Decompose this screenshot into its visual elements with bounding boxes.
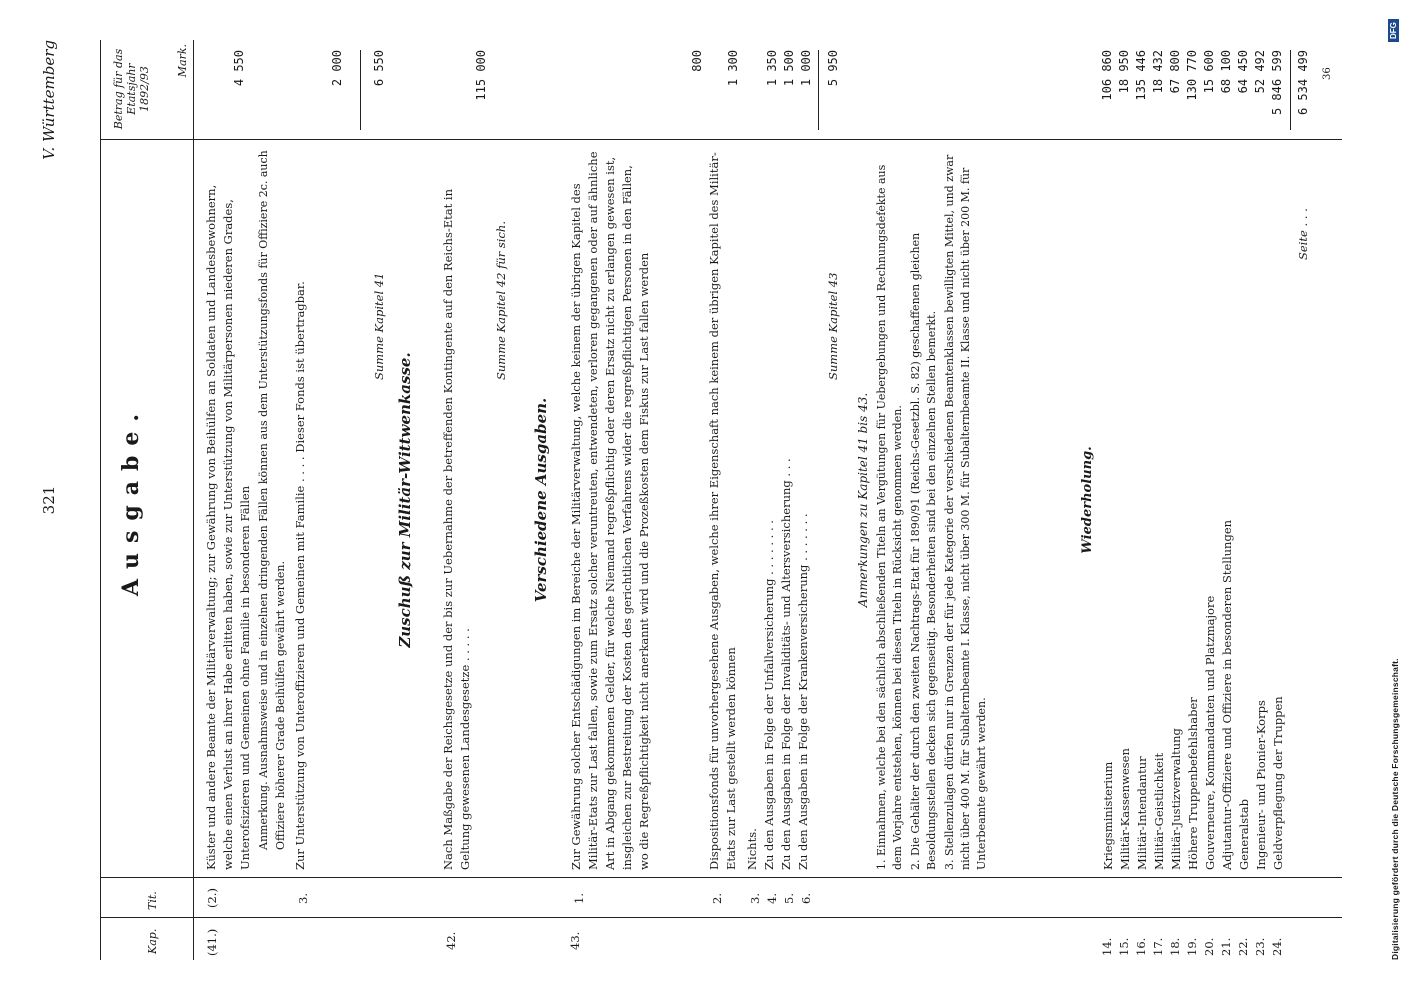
recap-heading: Wiederholung.	[1080, 446, 1095, 554]
recap-row-number: 15.	[1117, 937, 1131, 956]
recap-row-label: Militär-Geistlichkeit	[1152, 752, 1166, 870]
col-kap: Kap.	[146, 928, 159, 954]
carry-marker: 36	[1322, 67, 1333, 80]
recap-row-number: 16.	[1134, 937, 1148, 956]
recap-total-label: Seite . . .	[1296, 208, 1310, 260]
kap41-t2-text: Küster und andere Beamte der Militärverwaltung; zur Gewährung von Beihülfen an Soldaten und Landesbewohnern, welche einen Verlust an ihrer Habe erlitten haben, sowie zur Unterstützung von Militärpersonen niederen Grades, Unterofsizieren und Gemeinen ohne Familie in besonderen Fällen	[204, 184, 252, 870]
kap43-item-number: 6.	[799, 893, 813, 904]
kap41-t2-amount: 4 550	[232, 50, 246, 87]
recap-row-amount: 130 770	[1185, 50, 1199, 101]
kap41-t3-amount: 2 000	[330, 50, 344, 87]
kap43-item-text: Zu den Ausgaben in Folge der Unfallversicherung . . . . . . . .	[762, 520, 776, 870]
recap-row-number: 17.	[1151, 937, 1165, 956]
kap43-item-number: 1.	[572, 893, 586, 904]
kap42-number: 42.	[444, 931, 458, 950]
recap-row-label: Militär-Intendantur	[1135, 756, 1149, 870]
recap-row-amount: 5 846 599	[1270, 50, 1284, 116]
kap41-sum-rule	[360, 50, 361, 130]
recap-row-label: Ingenieur- und Pionier-Korps	[1254, 700, 1268, 870]
recap-row-amount: 67 800	[1168, 50, 1182, 94]
kap41-t3-number: 3.	[296, 893, 310, 904]
recap-row-amount: 64 450	[1236, 50, 1250, 94]
recap-row-number: 20.	[1202, 937, 1216, 956]
table-top-rule	[100, 40, 101, 960]
kap43-item-text: Dispositionsfonds für unvorhergesehene Ausgaben, welche ihrer Eigenschaft nach keinem der übrigen Kapitel des Militär-Etats zur Last gestellt werden können	[707, 152, 738, 870]
kap43-item-amount: 1 500	[782, 50, 796, 87]
kap41-t2-number: (2.)	[205, 888, 219, 908]
kap43-sum-amount: 5 950	[826, 50, 840, 87]
note-2: 2. Die Gehälter der durch den zweiten Nachtrags-Etat für 1890/91 (Reichs-Gesetzbl. S. 82) geschaffenen gleichen Besoldungsstellen decken sich gegenseitig. Besonderheiten sind bei den einzelnen Stellen bemerkt.	[909, 232, 938, 870]
recap-row-label: Gouverneure, Kommandanten und Platzmajore	[1203, 595, 1217, 870]
kap43-item-text: Zur Gewährung solcher Entschädigungen im Bereiche der Militärverwaltung, welche keinem der übrigen Kapitel des Militär-Etats zur Last fallen, sowie zum Ersatz solcher veruntreuten, entwendeten, verloren gegangenen oder auf ähnliche Art in Abgang gekommenen Gelder, für welche Niemand regreßpflichtig oder deren Ersatz nicht zu erlangen gewesen ist, insgleichen zur Bestreitung der Kosten des gerichtlichen Verfahrens wider die regreßpflichtigen Personen in den Fällen, wo die Regreßpflichtigkeit nicht anerkannt wird und die Prozeßkosten dem Fiskus zur Last fallen werden	[569, 151, 651, 870]
kap41-number: (41.)	[205, 928, 219, 956]
recap-row-label: Adjutantur-Offiziere und Offiziere in besonderen Stellungen	[1220, 519, 1234, 870]
kap43-item-number: 5.	[782, 893, 796, 904]
kap42-text: Nach Maßgabe der Reichsgesetze und der bis zur Uebernahme der betreffenden Kontingente auf den Reichs-Etat in Geltung gewesenen Landesgesetze . . . . .	[441, 189, 472, 870]
kap43-item-number: 4.	[765, 893, 779, 904]
recap-row-number: 21.	[1219, 937, 1233, 956]
kap43-section-heading: Verschiedene Ausgaben.	[532, 397, 550, 603]
recap-row-amount: 15 600	[1202, 50, 1216, 94]
kap43-item-text: Nichts.	[745, 828, 759, 870]
kap43-sum-label: Summe Kapitel 43	[826, 272, 840, 380]
recap-row-number: 18.	[1168, 937, 1182, 956]
note-1: 1. Einnahmen, welche bei den sächlich abschließenden Titeln an Vergütungen für Uebergebungen und Rechnungsdefekte aus dem Vorjahre entstehen, können bei diesen Titeln in Rücksicht genommen werden.	[875, 164, 904, 870]
dfg-logo: DFG	[1388, 19, 1399, 42]
recap-row-amount: 106 860	[1100, 50, 1114, 101]
recap-total-amount: 6 534 499	[1296, 50, 1310, 116]
col-amount: Betrag für das Etatsjahr 1892/93	[112, 48, 151, 130]
dfg-credit: Digitalisierung gefördert durch die Deutsche Forschungsgemeinschaft.	[1390, 658, 1400, 960]
kap43-item-amount: 1 350	[765, 50, 779, 87]
kap41-sum-label: Summe Kapitel 41	[372, 272, 386, 380]
recap-total-rule	[1290, 50, 1291, 130]
recap-row-amount: 18 432	[1151, 50, 1165, 94]
recap-row-label: Militär-Justizverwaltung	[1169, 728, 1183, 870]
kap43-item-text: Zu den Ausgaben in Folge der Krankenversicherung . . . . . . .	[796, 513, 810, 870]
tit-column-rule	[100, 877, 1342, 878]
header-rule	[193, 40, 194, 960]
page-number: 321	[40, 485, 58, 515]
kap43-item-text: Zu den Ausgaben in Folge der Invaliditäts- und Altersversicherung . . .	[779, 458, 793, 870]
kap42-section-heading: Zuschuß zur Militär-Wittwenkasse.	[396, 352, 414, 648]
recap-row-number: 14.	[1100, 937, 1114, 956]
kap43-item-number: 3.	[748, 893, 762, 904]
recap-row-number: 24.	[1270, 937, 1284, 956]
col-unit: Mark.	[176, 44, 189, 78]
recap-row-label: Generalstab	[1237, 799, 1251, 870]
kap41-t3-text: Zur Unterstützung von Unteroffizieren und Gemeinen mit Familie . . . . Dieser Fonds ist übertragbar.	[293, 281, 307, 870]
recap-row-amount: 135 446	[1134, 50, 1148, 101]
kap43-item-number: 2.	[710, 893, 724, 904]
kap43-sum-rule	[818, 50, 819, 130]
recap-row-label: Kriegsministerium	[1101, 761, 1115, 870]
region-header: V. Württemberg	[40, 40, 58, 160]
recap-row-label: Militär-Kassenwesen	[1118, 748, 1132, 870]
recap-row-number: 23.	[1253, 937, 1267, 956]
recap-row-label: Geldverpflegung der Truppen	[1271, 696, 1285, 870]
recap-row-amount: 18 950	[1117, 50, 1131, 94]
kap43-item-amount: 1 300	[726, 50, 740, 87]
col-tit: Tit.	[146, 891, 159, 910]
recap-row-number: 19.	[1185, 937, 1199, 956]
recap-row-amount: 52 492	[1253, 50, 1267, 94]
amount-column-rule	[100, 139, 1342, 140]
kap42-amount: 115 000	[474, 50, 488, 101]
notes-heading: Anmerkungen zu Kapitel 41 bis 43.	[856, 392, 870, 608]
kap43-item-amount: 1 000	[799, 50, 813, 87]
recap-row-amount: 68 100	[1219, 50, 1233, 94]
note-3: 3. Stellenzulagen dürfen nur in Grenzen der für jede Kategorie der verschiedenen Beamtenklassen bewilligten Mittel, und zwar nicht über 400 M. für Subalternbeamte I. Klasse, nicht über 300 M. für Subalternbeamte II. Klasse und nicht über 200 M. für Unterbeamte gewährt werden.	[943, 154, 988, 870]
recap-row-number: 22.	[1236, 937, 1250, 956]
kap41-t2-note: Anmerkung. Ausnahmsweise und in einzelnen dringenden Fällen können aus dem Unterstützungsfonds für Offiziere 2c. auch Offiziere höherer Grade Beihülfen gewährt werden.	[257, 150, 287, 850]
kap43-number: 43.	[568, 931, 582, 950]
page-title: Ausgabe.	[118, 403, 144, 597]
kap42-sum-label: Summe Kapitel 42 für sich.	[494, 221, 508, 380]
kap43-item-amount: 800	[690, 50, 704, 72]
kap41-sum-amount: 6 550	[372, 50, 386, 87]
recap-row-label: Höhere Truppenbefehlshaber	[1186, 697, 1200, 870]
